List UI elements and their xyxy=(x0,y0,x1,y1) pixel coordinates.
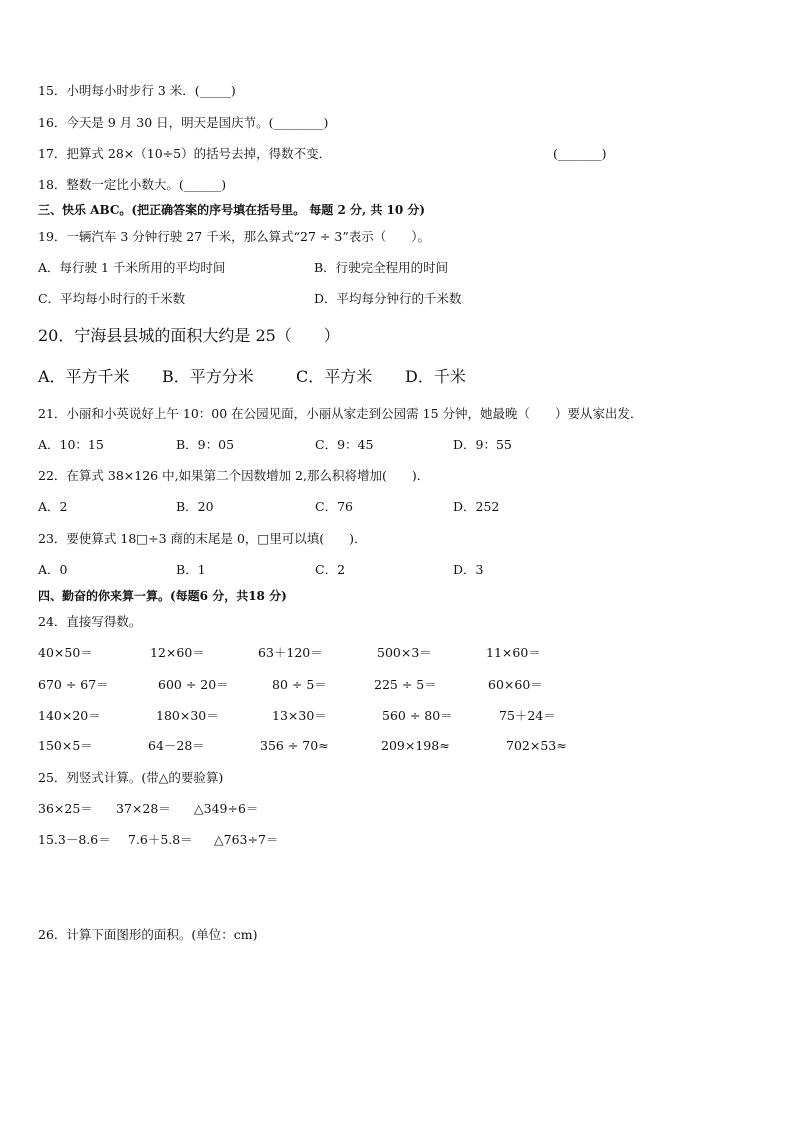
vertical-calc-item: △349÷6＝ xyxy=(194,801,259,816)
question-21-option-a: A．10：15 xyxy=(38,437,104,452)
question-20-option-c: C．平方米 xyxy=(296,367,373,386)
calc-item: 356 ÷ 70≈ xyxy=(260,738,329,753)
question-25-title: 25．列竖式计算。(带△的要验算) xyxy=(38,770,224,785)
question-20-option-b: B．平方分米 xyxy=(162,367,254,386)
question-19-option-d: D．平均每分钟行的千米数 xyxy=(314,291,462,306)
calc-item: 702×53≈ xyxy=(506,738,567,753)
question-21-stem: 21．小丽和小英说好上午 10：00 在公园见面，小丽从家走到公园需 15 分钟，她最晚（ ）要从家出发． xyxy=(38,406,643,421)
question-20-stem: 20．宁海县县城的面积大约是 25（ ） xyxy=(38,326,340,345)
question-26-title: 26．计算下面图形的面积。(单位：cm) xyxy=(38,927,258,942)
question-22-option-b: B．20 xyxy=(176,499,214,514)
calc-item: 225 ÷ 5＝ xyxy=(374,677,437,692)
calc-item: 63＋120＝ xyxy=(258,645,323,660)
calc-item: 80 ÷ 5＝ xyxy=(272,677,327,692)
calc-item: 75＋24＝ xyxy=(499,708,556,723)
calc-item: 500×3＝ xyxy=(377,645,432,660)
question-24-title: 24．直接写得数。 xyxy=(38,614,142,629)
question-22-option-d: D．252 xyxy=(453,499,500,514)
calc-item: 670 ÷ 67＝ xyxy=(38,677,109,692)
section-3-heading: 三、快乐 ABC。(把正确答案的序号填在括号里。 每题 2 分, 共 10 分) xyxy=(38,203,426,217)
question-19-option-c: C．平均每小时行的千米数 xyxy=(38,291,186,306)
question-22-stem: 22．在算式 38×126 中,如果第二个因数增加 2,那么积将增加( )． xyxy=(38,468,430,483)
question-21-option-b: B．9：05 xyxy=(176,437,235,452)
question-19-option-b: B．行驶完全程用的时间 xyxy=(314,260,449,275)
question-22-option-a: A．2 xyxy=(38,499,68,514)
question-17-blank: (_______) xyxy=(553,146,607,161)
question-20-option-a: A．平方千米 xyxy=(38,367,130,386)
calc-item: 13×30＝ xyxy=(272,708,327,723)
calc-item: 64－28＝ xyxy=(148,738,205,753)
calc-item: 600 ÷ 20＝ xyxy=(158,677,229,692)
question-19-stem: 19．一辆汽车 3 分钟行驶 27 千米，那么算式“27 ÷ 3”表示（ ）。 xyxy=(38,229,430,244)
question-19-option-a: A．每行驶 1 千米所用的平均时间 xyxy=(38,260,226,275)
question-15: 15．小明每小时步行 3 米．(_____) xyxy=(38,83,236,98)
vertical-calc-item: △763÷7＝ xyxy=(214,832,279,847)
question-23-option-b: B．1 xyxy=(176,562,206,577)
vertical-calc-item: 15.3－8.6＝ xyxy=(38,832,111,847)
section-4-heading: 四、勤奋的你来算一算。(每题6 分，共18 分) xyxy=(38,589,287,603)
question-23-stem: 23．要使算式 18□÷3 商的末尾是 0，□里可以填( )． xyxy=(38,531,367,546)
calc-item: 11×60＝ xyxy=(486,645,541,660)
calc-item: 209×198≈ xyxy=(381,738,450,753)
question-18: 18．整数一定比小数大。(______) xyxy=(38,177,227,192)
calc-item: 140×20＝ xyxy=(38,708,101,723)
question-16: 16．今天是 9 月 30 日，明天是国庆节。(________) xyxy=(38,115,329,130)
calc-item: 40×50＝ xyxy=(38,645,93,660)
question-17: 17．把算式 28×（10÷5）的括号去掉，得数不变． xyxy=(38,146,332,161)
vertical-calc-item: 37×28＝ xyxy=(116,801,171,816)
question-22-option-c: C．76 xyxy=(315,499,353,514)
question-23-option-c: C．2 xyxy=(315,562,346,577)
calc-item: 12×60＝ xyxy=(150,645,205,660)
question-23-option-a: A．0 xyxy=(38,562,68,577)
calc-item: 560 ÷ 80＝ xyxy=(382,708,453,723)
question-21-option-c: C．9：45 xyxy=(315,437,374,452)
question-21-option-d: D．9：55 xyxy=(453,437,512,452)
question-20-option-d: D．千米 xyxy=(405,367,466,386)
calc-item: 60×60＝ xyxy=(488,677,543,692)
vertical-calc-item: 7.6＋5.8＝ xyxy=(128,832,193,847)
vertical-calc-item: 36×25＝ xyxy=(38,801,93,816)
calc-item: 150×5＝ xyxy=(38,738,93,753)
question-23-option-d: D．3 xyxy=(453,562,484,577)
calc-item: 180×30＝ xyxy=(156,708,219,723)
